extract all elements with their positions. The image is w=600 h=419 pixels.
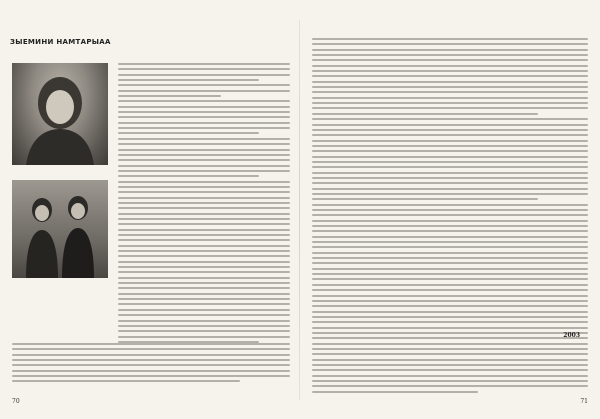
right-page [300,0,600,419]
group-photo [12,180,108,278]
portrait-photo [12,63,108,165]
right-body-text [312,38,588,396]
date-signature: 2003 [563,332,580,339]
left-body-text-lower [12,343,290,386]
portrait-figure [12,63,108,165]
article-title: ЗЫЕМИНИ НАМТАРЫАА [10,38,111,46]
left-body-text-upper [118,63,290,346]
page-number-left: 70 [12,398,20,405]
group-figures [12,180,108,278]
page-number-right: 71 [580,398,588,405]
